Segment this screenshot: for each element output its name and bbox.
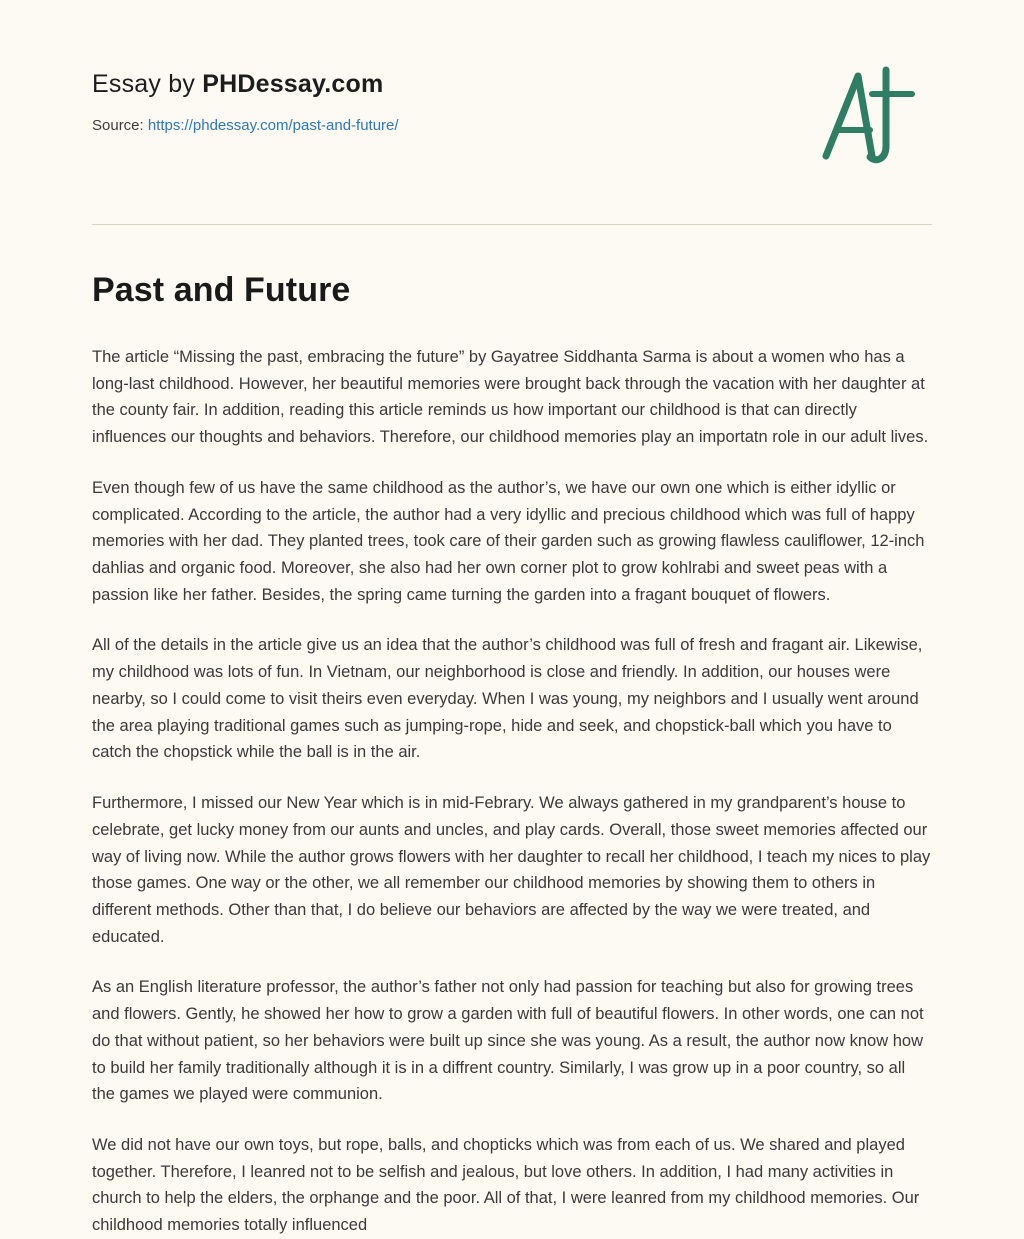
brand-essay-label: Essay [92,70,162,98]
document-body [92,344,932,1239]
source-label: Source: [92,117,148,134]
source-line [92,117,932,134]
source-url-link[interactable]: https://phdessay.com/past-and-future/ [147,117,399,134]
body-paragraph: All of the details in the article give us an idea that the author’s childhood was full of fresh and fragant air. Likewise, my childhood was lots of fun. In Vietnam, our neighborhood is close and friendly. In addition, our houses were nearby, so I could come to visit theirs even everyday. When I was young, my neighbors and I usually went around the area playing traditional games such as jumping-rope, hide and seek, and chopstick-ball which you have to catch the chopstick while the ball is in the air. [92,636,923,762]
body-paragraph: Even though few of us have the same childhood as the author’s, we have our own one which is either idyllic or complicated. According to the article, the author had a very idyllic and precious childhood which was full of happy memories with her dad. They planted trees, took care of their garden such as growing flawless cauliflower, 12-inch dahlias and organic food. Moreover, she also had her own corner plot to grow kohlrabi and sweet peas with a passion like her father. Besides, the spring came turning the garden into a fragant bouquet of flowers. [92,478,925,604]
brand-site-label: PHDessay.com [202,70,384,98]
body-paragraph: As an English literature professor, the author’s father not only had passion for teaching but also for growing trees and flowers. Gently, he showed her how to grow a garden with full of beautiful flowers. In other words, one can not do that without patient, so her behaviors were built up since she was young. As a result, the author now know how to build her family traditionally although it is in a diffrent country. Similarly, I was grow up in a poor country, so all the games we played were communion. [92,978,924,1104]
header-divider [92,224,932,225]
phdessay-logo-icon [812,60,932,170]
body-paragraph: The article “Missing the past, embracing the future” by Gayatree Siddhanta Sarma is about a women who has a long-last childhood. However, her beautiful memories were brought back through the vacation with her daughter at the county fair. In addition, reading this article reminds us how important our childhood is that can directly influences our thoughts and behaviors. Therefore, our childhood memories play an importatn role in our adult lives. [92,348,929,447]
document-header [92,70,932,180]
body-paragraph: We did not have our own toys, but rope, balls, and chopticks which was from each of us. We shared and played together. Therefore, I leanred not to be selfish and jealous, but love others. In addition, I had many activities in church to help the elders, the orphange and the poor. All of that, I were leanred from my childhood memories. Our childhood memories totally influenced [92,1135,920,1235]
body-paragraph: Furthermore, I missed our New Year which is in mid-Febrary. We always gathered in my grandparent’s house to celebrate, get lucky money from our aunts and uncles, and play cards. Overall, those sweet memories affected our way of living now. While the author grows flowers with her daughter to recall her childhood, I teach my nices to play those games. One way or the other, we all remember our childhood memories by showing them to others in different methods. Other than that, I do believe our behaviors are affected by the way we were treated, and educated. [92,794,931,946]
brand-line [92,70,932,99]
brand-separator: by [161,70,203,98]
page-title: Past and Future [92,271,351,309]
